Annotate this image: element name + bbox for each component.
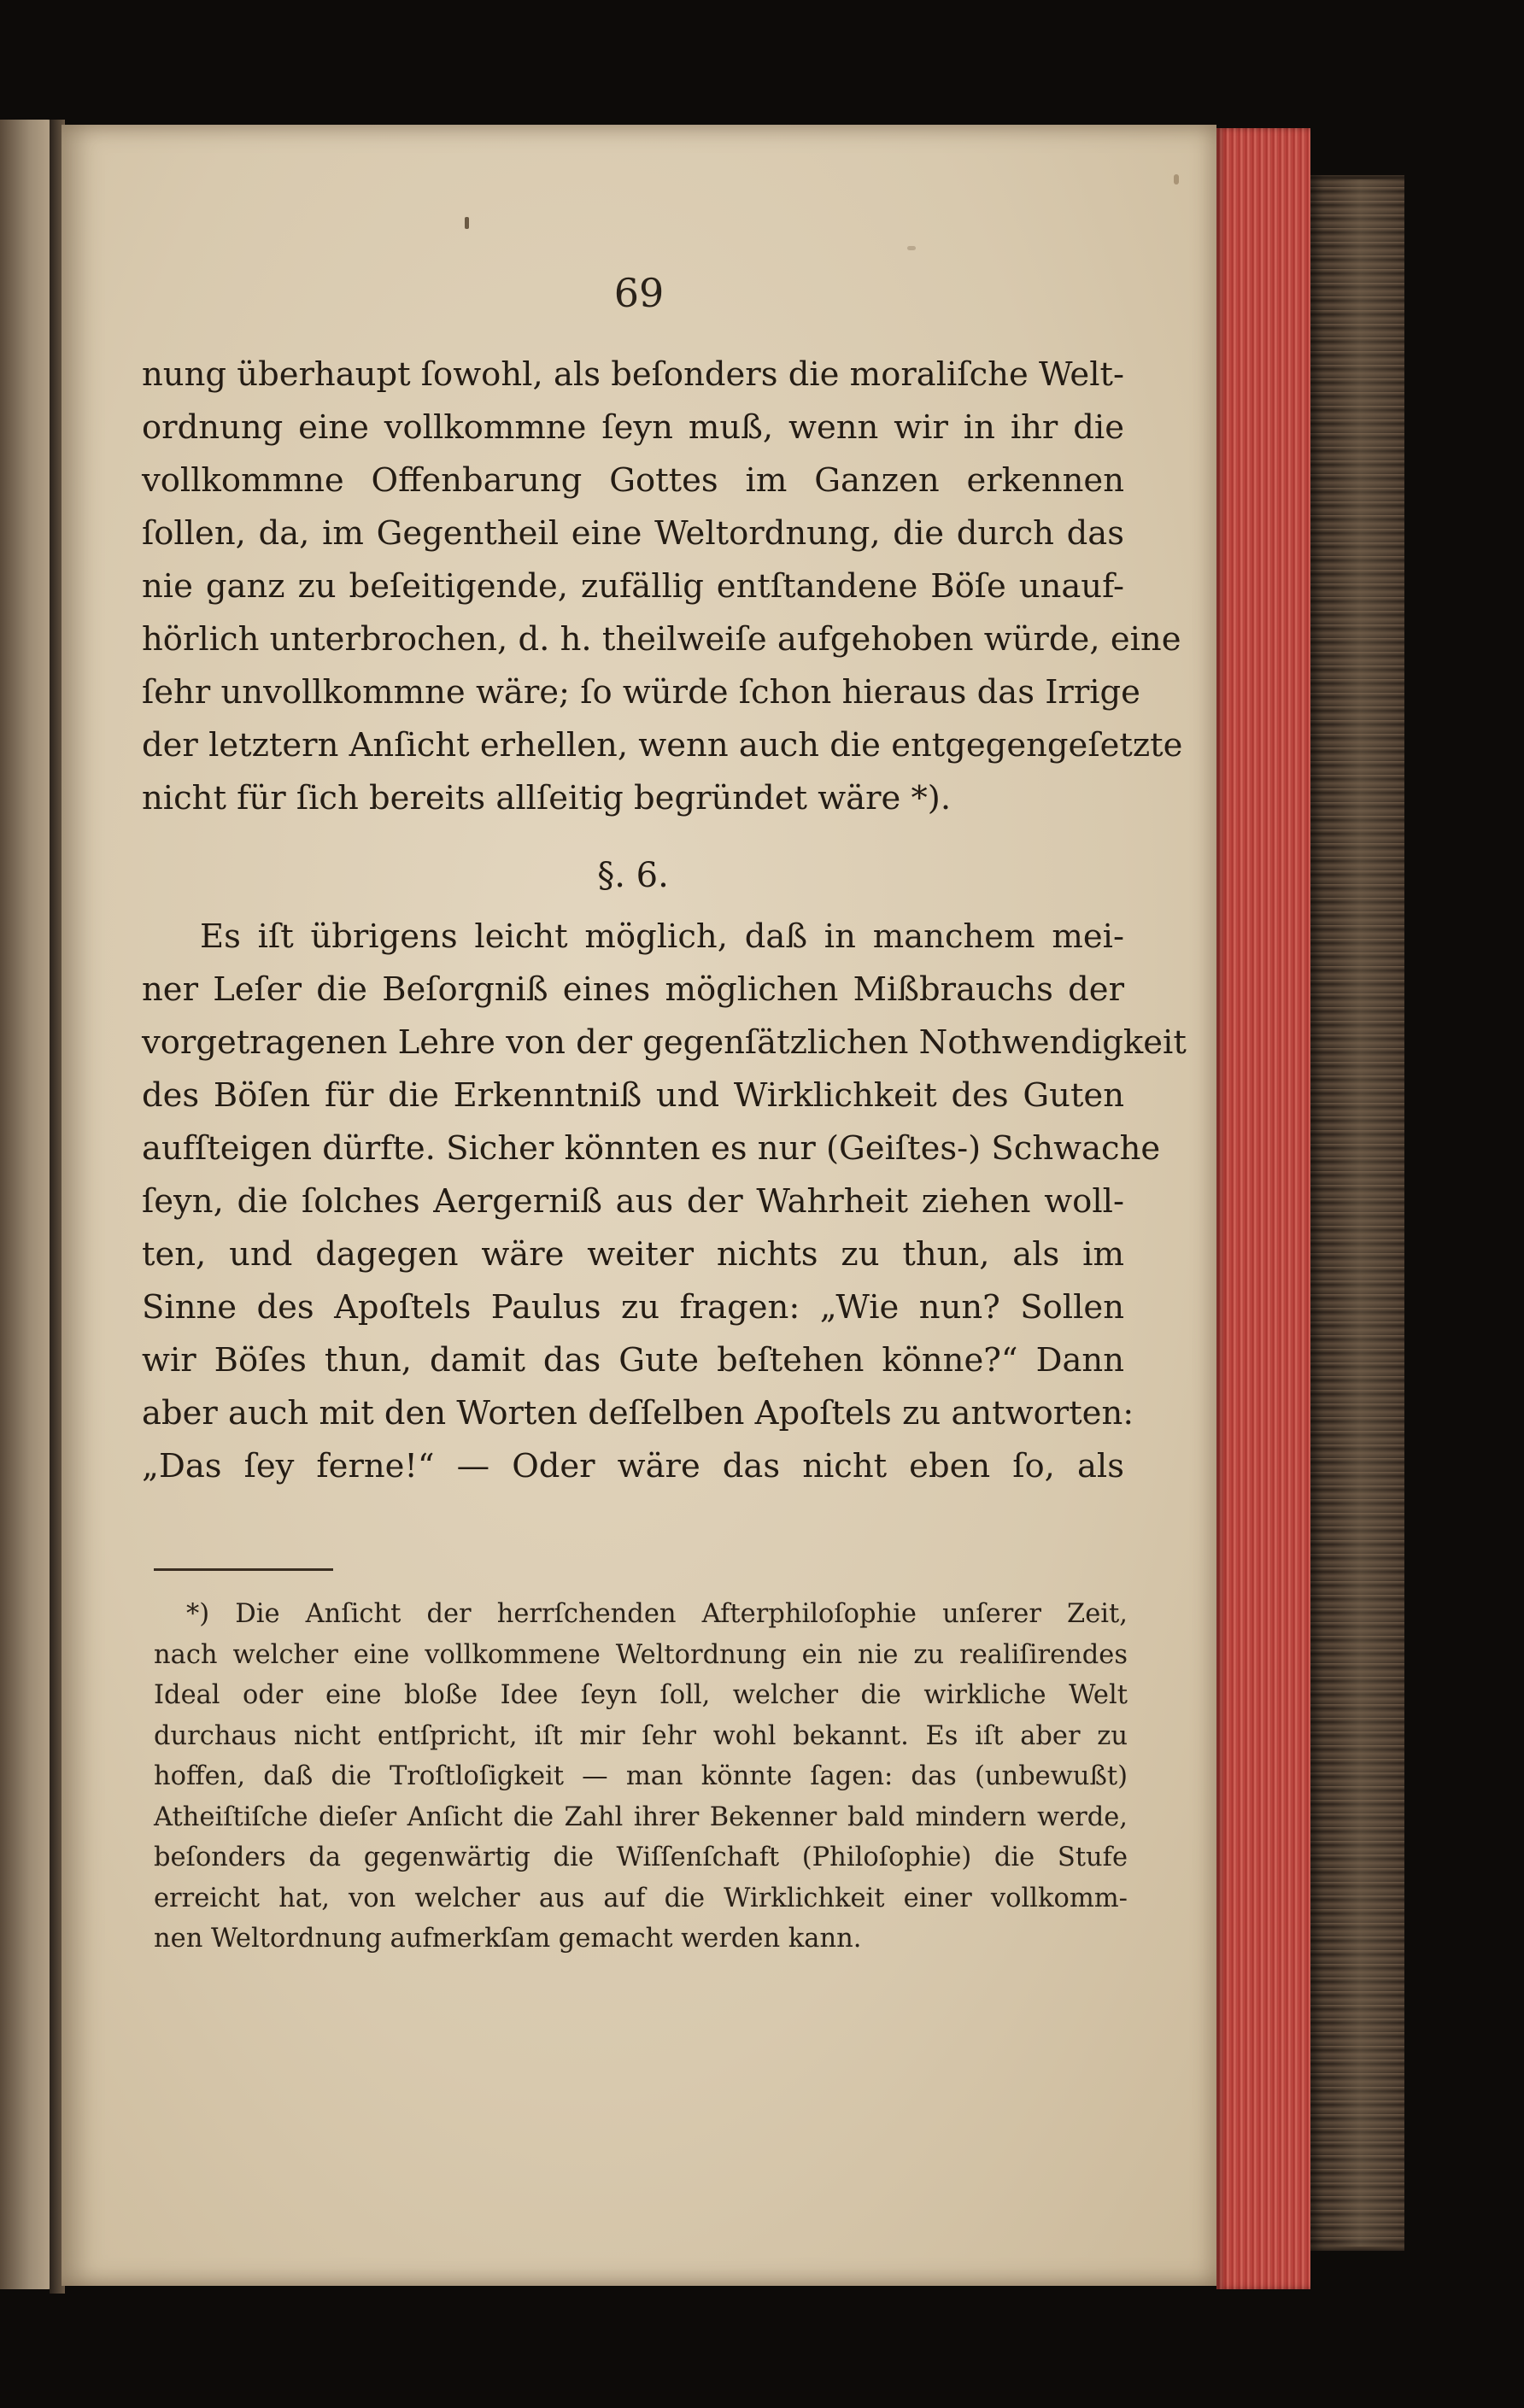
section-heading: §. 6.: [597, 856, 669, 895]
section-line: Es iſt übrigens leicht möglich, daß in manchem mei-: [200, 917, 1124, 956]
footnote-line: beſonders da gegenwärtig die Wiſſenſchaft (Philoſophie) die Stufe: [154, 1843, 1128, 1872]
section-line: „Das ſey ferne!“ — Oder wäre das nicht eben ſo, als: [142, 1447, 1124, 1485]
body-line: nie ganz zu beſeitigende, zufällig entſtandene Böſe unauf-: [142, 567, 1124, 606]
footnote-line: nach welcher eine vollkommene Weltordnung ein nie zu realiſirendes: [154, 1639, 1128, 1670]
section-line: aufſteigen dürfte. Sicher könnten es nur (Geiſtes-) Schwache: [142, 1129, 1161, 1168]
footnote-line: durchaus nicht entſpricht, iſt mir ſehr wohl bekannt. Es iſt aber zu: [154, 1720, 1128, 1751]
page-number: 69: [613, 270, 665, 316]
section-line: ner Leſer die Beſorgniß eines möglichen Mißbrauchs der: [142, 970, 1124, 1009]
footnote-line: erreicht hat, von welcher aus auf die Wirklichkeit einer vollkomm-: [154, 1883, 1128, 1913]
section-line: ſeyn, die ſolches Aergerniß aus der Wahrheit ziehen woll-: [142, 1182, 1124, 1221]
body-line: nung überhaupt ſowohl, als beſonders die moraliſche Welt-: [142, 355, 1124, 394]
paper-blemish: [1174, 174, 1179, 185]
section-line: aber auch mit den Worten deſſelben Apoſtels zu antworten:: [142, 1394, 1134, 1432]
footnote-line: Ideal oder eine bloße Idee ſeyn ſoll, welcher die wirkliche Welt: [154, 1680, 1128, 1710]
paper-blemish: [907, 246, 916, 250]
footnote-line: nen Weltordnung aufmerkſam gemacht werden kann.: [154, 1924, 862, 1954]
footnote-line: Atheiſtiſche dieſer Anſicht die Zahl ihrer Bekenner bald mindern werde,: [154, 1802, 1128, 1832]
book-page: [62, 125, 1216, 2286]
body-line: vollkommne Offenbarung Gottes im Ganzen erkennen: [142, 461, 1124, 500]
section-line: des Böſen für die Erkenntniß und Wirklichkeit des Guten: [142, 1076, 1124, 1115]
red-page-edges: [1216, 128, 1310, 2289]
paper-blemish: [465, 217, 469, 229]
section-line: Sinne des Apoſtels Paulus zu fragen: „Wie nun? Sollen: [142, 1288, 1124, 1327]
previous-page-edge: [0, 120, 55, 2289]
body-line: ſehr unvollkommne wäre; ſo würde ſchon hieraus das Irrige: [142, 673, 1140, 712]
footnote-rule: [154, 1568, 333, 1571]
body-line: hörlich unterbrochen, d. h. theilweiſe aufgehoben würde, eine: [142, 620, 1181, 659]
footnote-line: *) Die Anſicht der herrſchenden Afterphiloſophie unſerer Zeit,: [186, 1599, 1128, 1629]
page-body: [142, 349, 1187, 1493]
section-line: ten, und dagegen wäre weiter nichts zu thun, als im: [142, 1235, 1124, 1274]
body-line: ſollen, da, im Gegentheil eine Weltordnung, die durch das: [142, 514, 1124, 553]
footnote-line: hoffen, daß die Troſtloſigkeit — man könnte ſagen: das (unbewußt): [154, 1761, 1128, 1791]
footnote: [154, 1594, 1128, 1960]
body-line: ordnung eine vollkommne ſeyn muß, wenn wir in ihr die: [142, 408, 1124, 447]
section-line: wir Böſes thun, damit das Gute beſtehen könne?“ Dann: [142, 1341, 1124, 1380]
section-line: vorgetragenen Lehre von der gegenſätzlichen Nothwendigkeit: [142, 1023, 1187, 1062]
cover-highlight: [1333, 179, 1401, 2247]
body-line: nicht für ſich bereits allſeitig begründet wäre *).: [142, 779, 952, 817]
body-line: der letztern Anſicht erhellen, wenn auch die entgegengeſetzte: [142, 726, 1183, 765]
